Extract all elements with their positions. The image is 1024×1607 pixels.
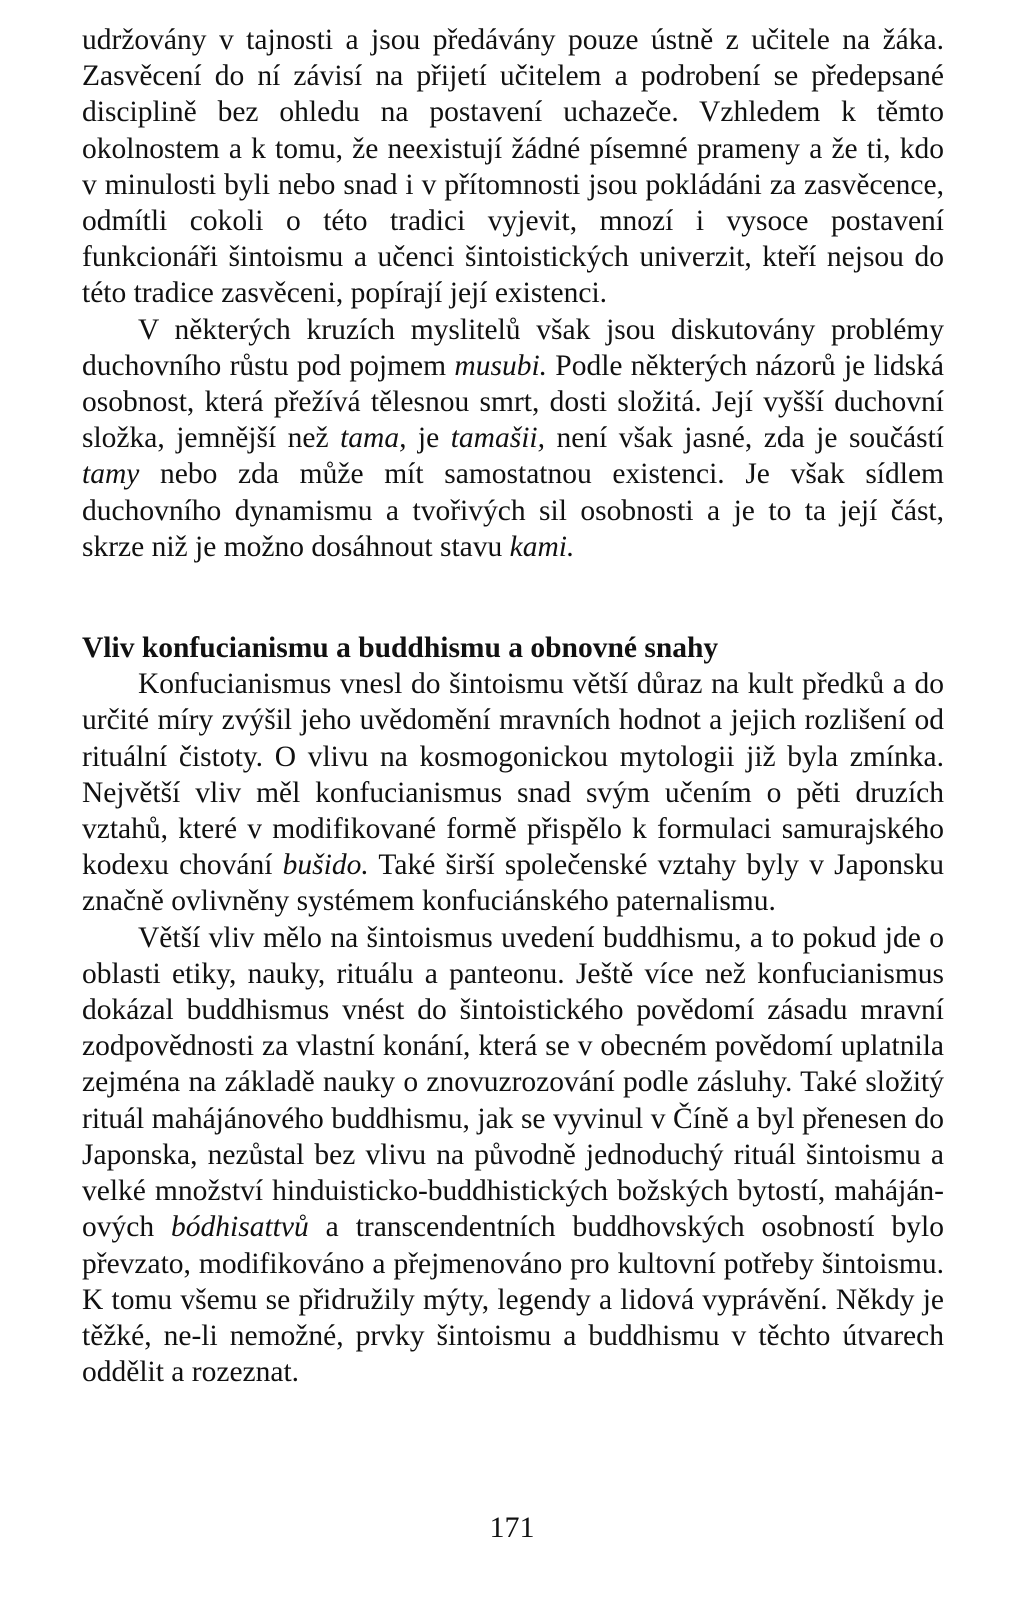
- paragraph-buddhism: [82, 920, 944, 1391]
- text-segment: a transcendentních buddhovských osobností bylo převzato, modifikováno a přejmenováno pro kultovní potřeby šintoismu. K tomu všemu se přidružily mýty, legendy a lidová vyprávění. Někdy je těžké, ne-li nemožné, prvky šintoismu a buddhismu v těchto útvarech oddělit a rozeznat.: [82, 1211, 945, 1389]
- text-segment: Také širší společenské vztahy byly v Japonsku značně ovlivněny systémem konfuciánského paternalismu.: [82, 849, 944, 918]
- page-number: 171: [489, 1511, 535, 1544]
- term-musubi: musubi.: [454, 349, 548, 382]
- paragraph-secret-tradition: udržovány v tajnosti a jsou předávány pouze ústně z učitele na žáka. Zasvěcení do ní závisí na přijetí učitelem a podrobení se předepsané disciplině bez ohledu na postavení uchazeče. Vzhledem k těmto okolnostem a k tomu, že neexistují žádné písemné prameny a že ti, kdo v minulosti byli nebo snad i v přítomnosti jsou pokládáni za zasvěcence, odmítli cokoli o této tradici vyjevit, mnozí i vysoce postavení funkcionáři šintoismu a učenci šintoistických univerzit, kteří nejsou do této tradice zasvěceni, popírají její existenci.: [82, 24, 944, 310]
- term-kami: kami.: [509, 530, 575, 563]
- term-tama: tama,: [340, 422, 407, 455]
- paragraph-confucianism: [82, 666, 944, 919]
- paragraph-musubi: [82, 312, 944, 565]
- term-tamasii: tamašii,: [450, 422, 545, 455]
- text-segment: není však jasné, zda je součástí: [544, 422, 944, 455]
- text-segment: je: [406, 422, 451, 455]
- text-segment: Větší vliv mělo na šintoismus uvedení buddhismu, a to pokud jde o oblasti etiky, nauky, rituálu a panteonu. Ještě více než konfucianismus dokázal buddhismus vnést do šintoistického povědomí zásadu mravní zodpovědnosti za vlastní konání, která se v obecném povědomí uplatnila zejména na základě nauky o znovuzrozování podle zásluhy. Také složitý rituál mahájánového buddhismu, jak se vyvinul v Číně a byl přenesen do Japonska, nezůstal bez vlivu na původně jednoduchý rituál šintoismu a velké množství hinduisticko-buddhistických božských bytostí, mahájánových: [82, 921, 944, 1244]
- page-body: [82, 22, 944, 1390]
- text-segment: nebo zda může mít samostatnou existenci. Je však sídlem duchovního dynamismu a tvořivých sil osobnosti a je to ta její část, skrze niž je možno dosáhnout stavu: [82, 458, 944, 563]
- term-busido: bušido.: [282, 849, 369, 882]
- text-segment: Konfucianismus vnesl do šintoismu větší důraz na kult předků a do určité míry zvýšil jeho uvědomění mravních hodnot a jejich rozlišení od rituální čistoty. O vlivu na kosmogonickou mytologii již byla zmínka. Největší vliv měl konfucianismus snad svým učením o pěti druzích vztahů, které v modifikované formě přispělo k formulaci samurajského kodexu chování: [82, 668, 944, 882]
- term-tamy: tamy: [82, 458, 140, 491]
- section-heading: Vliv konfucianismu a buddhismu a obnovné snahy: [82, 632, 719, 665]
- term-bodhisattvu: bódhisattvů: [171, 1211, 309, 1244]
- text-segment: Podle některých názorů je lidská osobnost, která přežívá tělesnou smrt, dosti složitá. Její vyšší duchovní složka, jemnější než: [82, 349, 944, 455]
- text-segment: V některých kruzích myslitelů však jsou diskutovány problémy duchovního růstu pod pojmem: [82, 313, 944, 382]
